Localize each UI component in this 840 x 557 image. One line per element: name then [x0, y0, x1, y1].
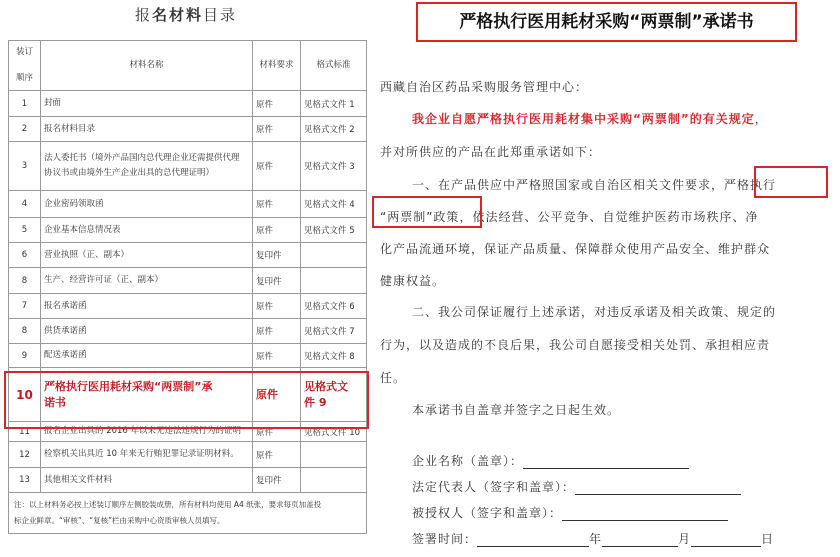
clause-2-line3: 任。 [380, 371, 407, 385]
signature-authorized: 被授权人（签字和盖章）： [412, 504, 728, 521]
table-row: 5 企业基本信息情况表 原件 见格式文件 5 [9, 218, 367, 243]
header-requirement: 材料要求 [253, 41, 301, 91]
signature-date: 签署时间： 年 月 日 [412, 532, 775, 546]
catalog-title: 报名材料目录 [134, 6, 238, 24]
table-row: 7 报名承诺函 原件 见格式文件 6 [9, 294, 367, 319]
table-row: 12 检察机关出具近 10 年来无行贿犯罪记录证明材料。 原件 [9, 442, 367, 468]
highlight-box-strict [754, 166, 828, 198]
table-row: 3 法人委托书（境外产品国内总代理企业还需提供代理 协议书或由境外生产企业出具的总代理证明） 原件 见格式文件 3 [9, 142, 367, 191]
materials-catalog-page [0, 0, 372, 557]
table-row: 2 报名材料目录 原件 见格式文件 2 [9, 117, 367, 142]
row-10-highlight-box [4, 371, 369, 429]
highlighted-table-row: 10 严格执行医用耗材采购“两票制”承 诺书 原件 见格式文 件 9 [9, 368, 367, 422]
authorized-line [562, 508, 728, 521]
table-note: 注：以上材料务必按上述装订顺序左侧胶装成册，所有材料均使用 A4 纸张，要求每页加盖投 标企业鲜章。“审核”、“复核”栏由采购中心资质审核人员填写。 [9, 493, 367, 534]
effective-statement: 本承诺书自盖章并签字之日起生效。 [412, 403, 621, 417]
letter-intro: 我企业自愿严格执行医用耗材集中采购“两票制”的有关规定， [412, 112, 768, 126]
letter-addressee: 西藏自治区药品采购服务管理中心： [380, 80, 589, 94]
table-row: 13 其他相关文件材料 复印件 [9, 468, 367, 493]
header-name: 材料名称 [41, 41, 253, 91]
commitment-letter-page [372, 0, 840, 557]
letter-intro-line2: 并对所供应的产品在此郑重承诺如下： [380, 145, 602, 159]
clause-1-line3: 化产品流通环境，保证产品质量、保障群众使用产品安全、维护群众 [380, 242, 771, 256]
header-order: 装订 顺序 [9, 41, 41, 91]
signature-legal-rep: 法定代表人（签字和盖章）： [412, 478, 741, 495]
header-format: 格式标准 [301, 41, 367, 91]
table-row: 8 生产、经营许可证（正、副本） 复印件 [9, 268, 367, 294]
table-row: 6 营业执照（正、副本） 复印件 [9, 243, 367, 268]
table-note-row [9, 493, 367, 534]
materials-table [8, 40, 367, 534]
legal-rep-line [575, 482, 741, 495]
clause-1-line2: “两票制”政策，依法经营、公平竞争、自觉维护医药市场秩序、净 [380, 210, 759, 224]
table-row: 9 配送承诺函 原件 见格式文件 8 [9, 344, 367, 368]
company-line [523, 456, 689, 469]
table-row: 4 企业密码领取函 原件 见格式文件 4 [9, 191, 367, 218]
table-row: 8 供货承诺函 原件 见格式文件 7 [9, 319, 367, 344]
signature-company: 企业名称（盖章）： [412, 452, 689, 469]
clause-2-line2: 行为，以及造成的不良后果，我公司自愿接受相关处罚、承担相应责 [380, 338, 771, 352]
table-row: 11 报名企业出具的 2016 年以来无违法违规行为的证明 原件 见格式文件 10 [9, 422, 367, 442]
clause-1-line4: 健康权益。 [380, 274, 446, 288]
clause-1-line1: 一、在产品供应中严格照国家或自治区相关文件要求，严格执行 [412, 178, 777, 192]
table-header-row [9, 41, 367, 91]
clause-2-line1: 二、我公司保证履行上述承诺，对违反承诺及相关政策、规定的 [412, 305, 777, 319]
letter-title: 严格执行医用耗材采购“两票制”承诺书 [416, 2, 797, 42]
table-row: 1 封面 原件 见格式文件 1 [9, 91, 367, 117]
highlight-box-two-invoice [372, 196, 482, 228]
